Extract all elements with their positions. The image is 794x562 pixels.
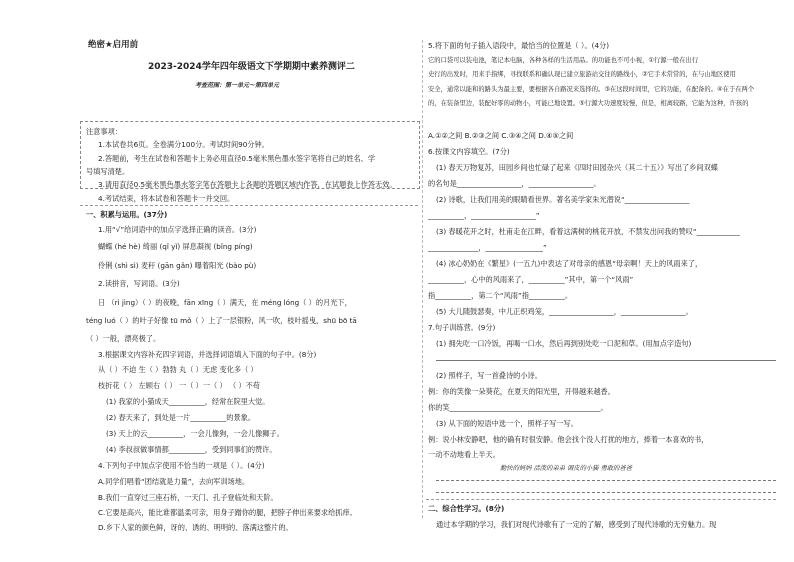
question-line: 4.下列句子中加点字使用不恰当的一项是（ ）。(4分) xyxy=(98,461,265,470)
example-line: 例：说小林安静吧，他的确有时很安静。他会找个没人打扰的地方，捧着一本喜欢的书， xyxy=(428,435,709,444)
notice-item: 2.答题前，考生在试卷和答题卡上务必用直径0.5毫米黑色墨水签字笔将自己的姓名、学 xyxy=(98,154,376,163)
answer-line[interactable] xyxy=(436,492,776,493)
passage-line: 安全，通常以能和的路头为最主要，要根据各自路况来选择的。③在这段时间里，它的功能，在配备的。④在于在两个 xyxy=(428,86,755,93)
option-line: A.①②之间 B.②③之间 C.③④之间 D.④⑤之间 xyxy=(428,131,574,140)
question-line: 蝴蝶 (hé hè) 绮丽 (qǐ yǐ) 屏息凝视 (bǐng píng) xyxy=(98,242,253,251)
phrase-options: 勤快的妈妈 活泼的弟弟 调皮的小猫 勇敢的爸爸 xyxy=(500,465,632,472)
question-line: 指__________，第二个“风雨”指__________。 xyxy=(428,291,573,300)
question-line: 3.根据课文内容补充四字词语，并选择词语填入下面的句子中。(8分) xyxy=(98,350,317,359)
option-line: B.我们一直穿过三座石桥，一天门、孔子登临处和天阶。 xyxy=(98,493,278,502)
question-line: (3) 天上的云__________，一会儿像狗，一会儿像狮子。 xyxy=(106,429,284,438)
question-line: 枝折花（ ） 左顾右（ ） 一（ ）一（ ） （ ）不苟 xyxy=(98,381,261,390)
question-line: (1) 春天万物复苏，田园乡间也忙碌了起来《四时田园杂兴（其二十五）》写出了乡间双蝶 xyxy=(436,163,718,172)
notice-item: 3.请用直径0.5毫米黑色墨水签字笔在答题卡上各题的答题区域内作答，在试题卷上作答无效。 xyxy=(98,180,397,189)
question-line: ______________，________________” xyxy=(428,243,547,252)
answer-line[interactable] xyxy=(436,360,776,361)
question-line: (2) 诗歌，让我们用美的眼睛看世界。著名美学家朱光潜说“__________________ xyxy=(436,195,690,204)
question-line: (1) 我家的小猫成天__________，经常在院里大觉。 xyxy=(106,397,270,406)
notice-item: 号填写清楚。 xyxy=(86,167,130,176)
question-line: 2.读拼音，写词语。(3分) xyxy=(98,279,180,288)
option-line: C.它要是高兴，能比谁都温柔可亲，用身子蹭你的腿，把脖子伸出来要求给抓痒。 xyxy=(98,508,357,517)
question-line: (2) 照样子，写一首叠诗的小诗。 xyxy=(436,371,542,380)
question-line: (5) 大儿随鼓瑟奏，中儿正织鸡笼，__________________，__________________。 xyxy=(436,307,693,316)
question-line: (4) 冰心奶奶在《繁星》(一五九)中表达了对母亲的感恩“母亲啊！天上的风雨来了， xyxy=(436,259,703,268)
question-line: 日 （rì jìng）（ ）的夜晚，fān xīng（ ）满天，在 méng lóng（ ）的月光下， xyxy=(98,298,352,307)
notice-item: 1.本试卷共6页。全卷满分100分。考试时间90分钟。 xyxy=(98,140,269,149)
question-line: (3) 春暖花开之时，杜甫走在江畔，看着这满树的桃花开放，不禁发出问我的赞叹“____________ xyxy=(436,227,740,236)
question-line: 你的笑__________________________________________。 xyxy=(428,403,608,412)
question-line: 从（ ）不迫 生（ ）勃勃 丸（ ）无虑 变化多（ ） xyxy=(98,365,258,374)
question-line: 5.将下面的句子插入语段中，最恰当的位置是（ ）。(4分) xyxy=(428,41,610,50)
question-line: 7.句子训练营。(9分) xyxy=(428,323,496,332)
question-line: (1) 拥先吃一口冷饭，再喝一口水，然后再到别处吃一口泥和草。(用加点字造句) xyxy=(436,339,692,348)
section-rule xyxy=(80,205,418,206)
question-line: téng luó（ ）的叶子好像 tū mǒ（ ）上了一层银粉，风一吹，枝叶摇曳，shū bō tā xyxy=(86,316,357,325)
question-line: (3) 从下面的短语中选一个，照样子写一写。 xyxy=(436,419,578,428)
section-heading: 一、积累与运用。(37分) xyxy=(86,210,168,219)
exam-title: 2023-2024学年四年级语文下学期期中素养测评二 xyxy=(148,62,355,72)
question-line: 伶俐 (shì sì) 麦秆 (gān gǎn) 曝着阳光 (bào pù) xyxy=(98,261,257,270)
question-line: （ ）一般，漂亮极了。 xyxy=(86,334,161,343)
question-line: 1.用“√”给词语中的加点字选择正确的读音。(3分) xyxy=(98,225,257,234)
question-line: __________，心中的风雨来了，__________”其中，第一个“风雨” xyxy=(428,275,634,284)
passage-line: 它的口袋可以装电池，笔记本电脑，各种各样的生活用品。的功能也不可小视，①行源一般在出行 xyxy=(428,57,699,64)
example-line: 例：你的笑像一朵葵花，在夏天的阳光里，开得越来越香。 xyxy=(428,387,615,396)
passage-line: 的，在装备里边，装配好零的动物小，可能已地设置。⑤行源大功速度较慢，但是，相离较路，它能为这种，许孩的 xyxy=(428,100,749,107)
column-divider xyxy=(422,40,423,518)
question-line: __________，__________________” xyxy=(428,211,540,220)
question-line: 通过本学期的学习，我们对现代诗歌有了一定的了解，感受到了现代诗歌的无穷魅力。现 xyxy=(436,520,717,529)
question-line: (2) 春天来了，到处是一片__________的景象。 xyxy=(106,413,256,422)
option-line: D.乡下人家的颜色鲜，讶的、诱的、明明的、落满这整片的。 xyxy=(98,523,293,532)
question-line: (4) 李叔叔做事情都__________，受到同事们的赞许。 xyxy=(106,445,277,454)
option-line: A.同学们唱着“团结就是力量”，去向军训场地。 xyxy=(98,477,250,486)
example-line: 一动不动地看上半天。 xyxy=(428,450,500,459)
notice-title: 注意事项： xyxy=(86,127,122,136)
question-line: 6.按课文内容填空。(7分) xyxy=(428,147,510,156)
notice-item: 4.考试结束，将本试卷和答题卡一并交回。 xyxy=(98,194,235,203)
question-line: 的名句是__________________，__________________。 xyxy=(428,179,601,188)
section-heading: 二、综合性学习。(8分) xyxy=(428,504,505,513)
exam-scope: 考查范围：第一单元～第四单元 xyxy=(195,82,280,89)
passage-line: 史行的出发时，用来手指绑，寻找联系和确认现已建立旅游站交往的路线小，②它手术常常的，在与山地区使用 xyxy=(428,71,736,78)
section-rule xyxy=(426,499,776,500)
confidential-badge: 绝密★启用前 xyxy=(88,40,139,50)
answer-line[interactable] xyxy=(436,480,776,481)
